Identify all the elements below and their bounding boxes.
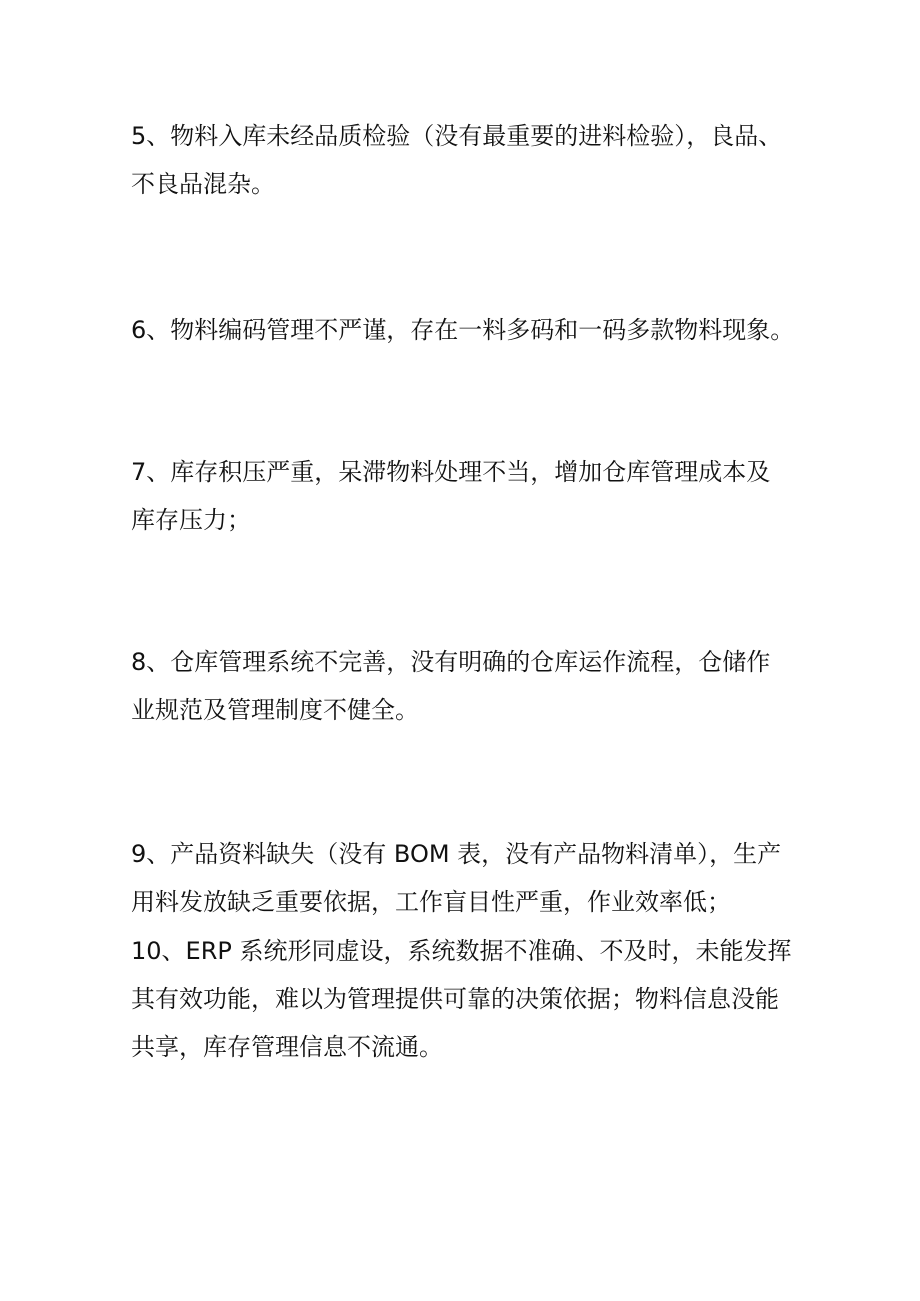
paragraph-line: 6、物料编码管理不严谨，存在一料多码和一码多款物料现象。 — [131, 316, 795, 344]
paragraph-item-10 — [131, 927, 803, 1071]
paragraph-item-9 — [131, 830, 803, 926]
paragraph-line: 7、库存积压严重，呆滞物料处理不当，增加仓库管理成本及 — [131, 458, 771, 486]
paragraph-line: 业规范及管理制度不健全。 — [131, 696, 419, 724]
paragraph-line: 其有效功能，难以为管理提供可靠的决策依据；物料信息没能 — [131, 985, 779, 1013]
paragraph-line: 5、物料入库未经品质检验（没有最重要的进料检验），良品、 — [131, 122, 783, 150]
paragraph-item-8 — [131, 638, 803, 734]
paragraph-line: 10、ERP 系统形同虚设，系统数据不准确、不及时，未能发挥 — [131, 937, 792, 965]
paragraph-line: 8、仓库管理系统不完善，没有明确的仓库运作流程，仓储作 — [131, 648, 771, 676]
paragraph-item-6 — [131, 306, 803, 354]
paragraph-line: 不良品混杂。 — [131, 170, 275, 198]
paragraph-item-5 — [131, 112, 803, 208]
paragraph-line: 库存压力； — [131, 506, 251, 534]
paragraph-item-7 — [131, 448, 803, 544]
paragraph-line: 用料发放缺乏重要依据，工作盲目性严重，作业效率低； — [131, 888, 731, 916]
paragraph-line: 共享，库存管理信息不流通。 — [131, 1033, 443, 1061]
paragraph-line: 9、产品资料缺失（没有 BOM 表，没有产品物料清单），生产 — [131, 840, 782, 868]
